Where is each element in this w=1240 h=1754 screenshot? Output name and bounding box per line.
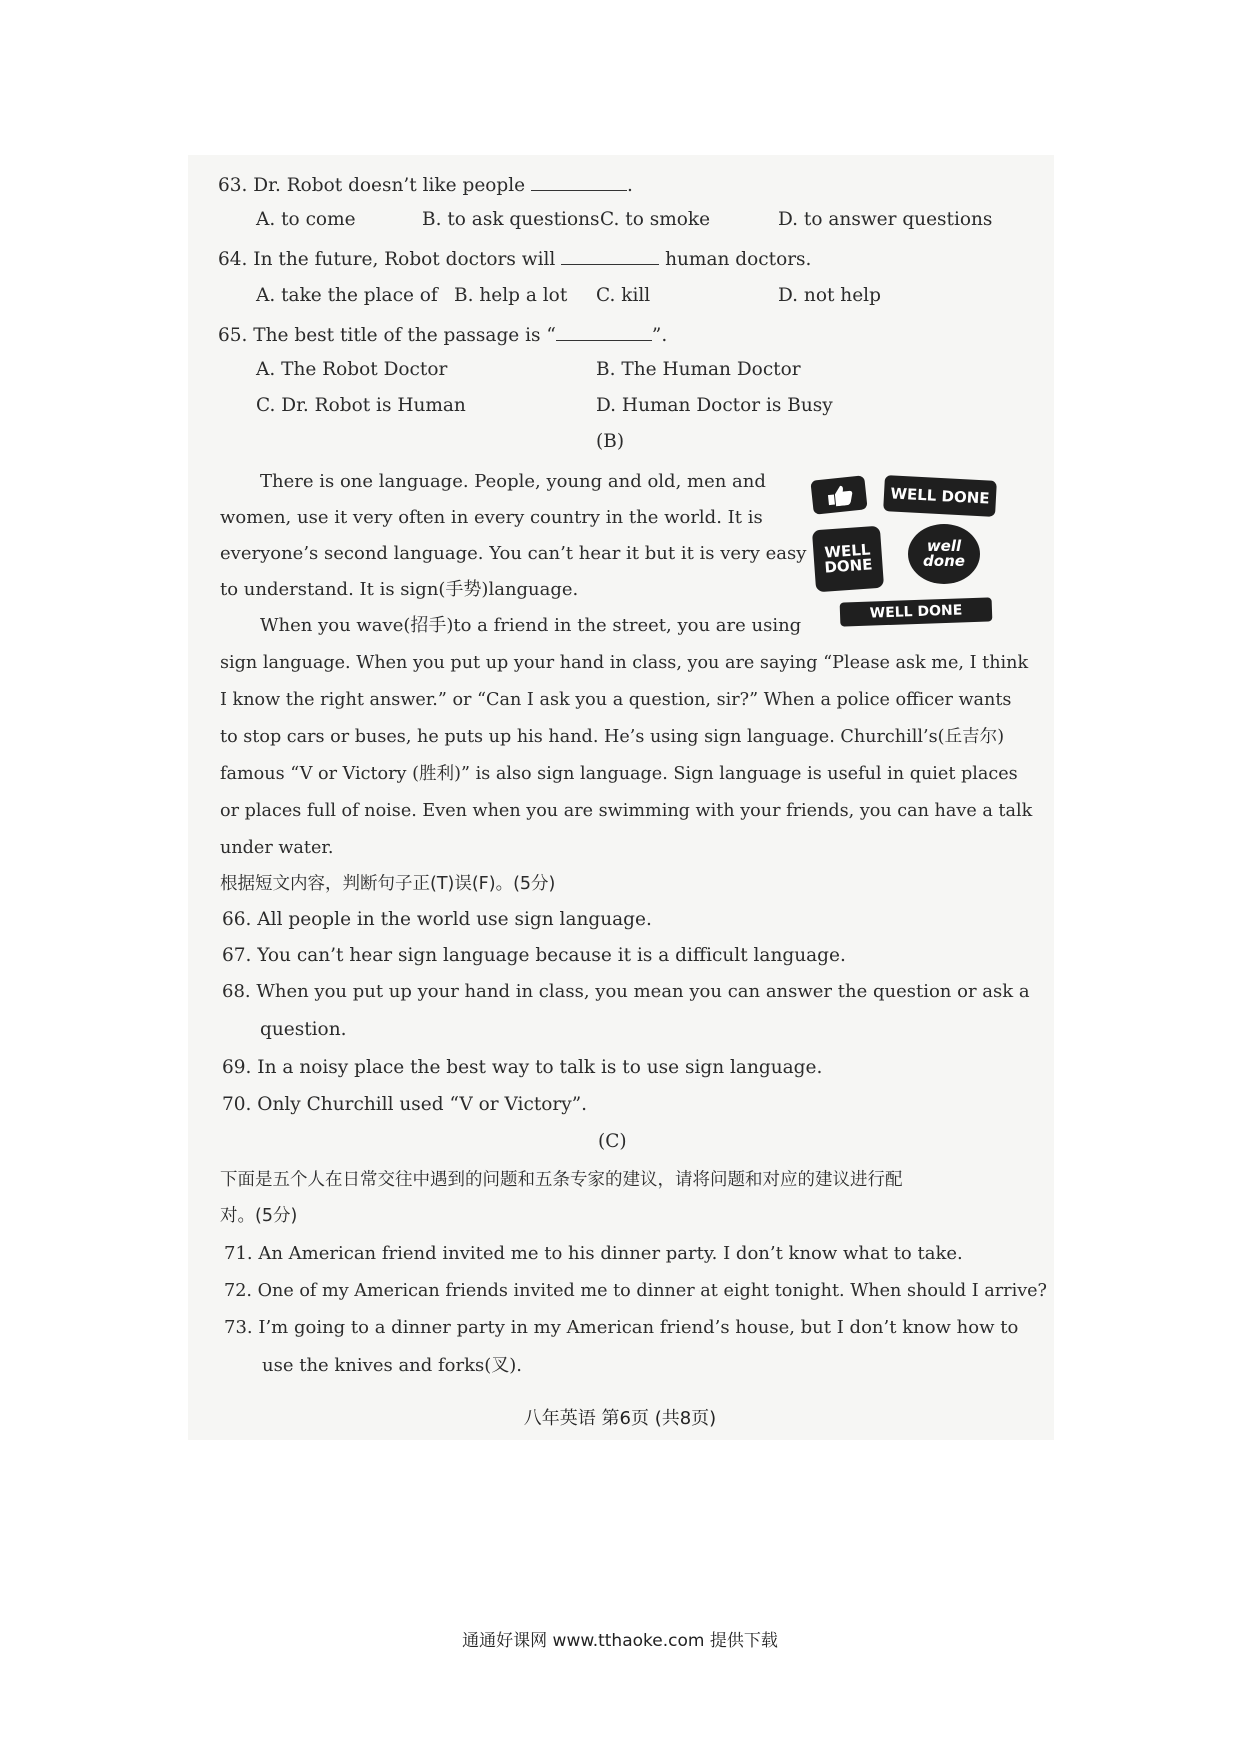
question-64: 64. In the future, Robot doctors will human doctors. xyxy=(218,246,811,272)
well-done-sign-2: WELL DONE xyxy=(812,526,884,593)
passage-b-line-6: sign language. When you put up your hand in class, you are saying “Please ask me, I think xyxy=(220,653,1029,673)
question-73-continued: use the knives and forks(叉). xyxy=(262,1355,523,1376)
q63-option-d: D. to answer questions xyxy=(778,209,993,230)
q64-option-a: A. take the place of xyxy=(256,285,438,306)
passage-b-line-3: everyone’s second language. You can’t hear it but it is very easy xyxy=(220,543,807,564)
thumbs-up-icon xyxy=(810,475,867,514)
answer-blank xyxy=(531,172,627,191)
instruction-matching-line-2: 对。(5分) xyxy=(220,1206,298,1226)
passage-b-line-7: I know the right answer.” or “Can I ask you a question, sir?” When a police officer wants xyxy=(220,690,1012,710)
passage-b-line-11: under water. xyxy=(220,838,334,858)
question-72: 72. One of my American friends invited me to dinner at eight tonight. When should I arrive? xyxy=(224,1281,1047,1301)
question-68-continued: question. xyxy=(260,1019,347,1040)
q64-option-c: C. kill xyxy=(596,285,651,306)
question-73: 73. I’m going to a dinner party in my American friend’s house, but I don’t know how to xyxy=(224,1317,1019,1338)
q63-option-a: A. to come xyxy=(256,209,356,230)
instruction-matching-line-1: 下面是五个人在日常交往中遇到的问题和五条专家的建议，请将问题和对应的建议进行配 xyxy=(220,1170,903,1190)
q64-option-d: D. not help xyxy=(778,285,881,306)
q63-option-c: C. to smoke xyxy=(600,209,711,230)
site-watermark-footer: 通通好课网 www.tthaoke.com 提供下载 xyxy=(462,1631,778,1651)
well-done-sign-4: WELL DONE xyxy=(840,597,993,626)
well-done-sign-3: well done xyxy=(908,524,980,584)
section-b-heading: (B) xyxy=(596,431,625,452)
q65-option-d: D. Human Doctor is Busy xyxy=(596,395,833,416)
page-number: 八年英语 第6页 (共8页) xyxy=(523,1408,717,1429)
question-67: 67. You can’t hear sign language because it is a difficult language. xyxy=(222,945,846,966)
passage-b-line-2: women, use it very often in every country in the world. It is xyxy=(220,507,763,528)
passage-b-line-4: to understand. It is sign(手势)language. xyxy=(220,579,579,600)
question-66: 66. All people in the world use sign language. xyxy=(222,909,652,930)
instruction-true-false: 根据短文内容，判断句子正(T)误(F)。(5分) xyxy=(220,874,556,894)
q65-option-b: B. The Human Doctor xyxy=(596,359,801,380)
question-65: 65. The best title of the passage is “ ”. xyxy=(218,322,667,348)
q65-option-c: C. Dr. Robot is Human xyxy=(256,395,466,416)
answer-blank xyxy=(556,322,652,341)
well-done-sign-1: WELL DONE xyxy=(883,475,997,517)
question-70: 70. Only Churchill used “V or Victory”. xyxy=(222,1094,588,1115)
question-63: 63. Dr. Robot doesn’t like people . xyxy=(218,172,633,198)
q65-option-a: A. The Robot Doctor xyxy=(256,359,448,380)
passage-b-line-9: famous “V or Victory (胜利)” is also sign language. Sign language is useful in quiet places xyxy=(220,764,1018,784)
passage-b-line-10: or places full of noise. Even when you are swimming with your friends, you can have a talk xyxy=(220,801,1033,821)
passage-b-line-1: There is one language. People, young and old, men and xyxy=(260,471,766,492)
section-c-heading: (C) xyxy=(598,1131,627,1152)
answer-blank xyxy=(561,246,659,265)
passage-b-line-5: When you wave(招手)to a friend in the street, you are using xyxy=(260,615,802,636)
passage-b-line-8: to stop cars or buses, he puts up his hand. He’s using sign language. Churchill’s(丘吉尔) xyxy=(220,727,1005,747)
question-71: 71. An American friend invited me to his dinner party. I don’t know what to take. xyxy=(224,1243,963,1264)
q64-option-b: B. help a lot xyxy=(454,285,568,306)
q63-option-b: B. to ask questions xyxy=(422,209,600,230)
well-done-signs-image xyxy=(812,478,1002,638)
question-69: 69. In a noisy place the best way to talk is to use sign language. xyxy=(222,1057,823,1078)
question-68: 68. When you put up your hand in class, you mean you can answer the question or ask a xyxy=(222,981,1030,1002)
